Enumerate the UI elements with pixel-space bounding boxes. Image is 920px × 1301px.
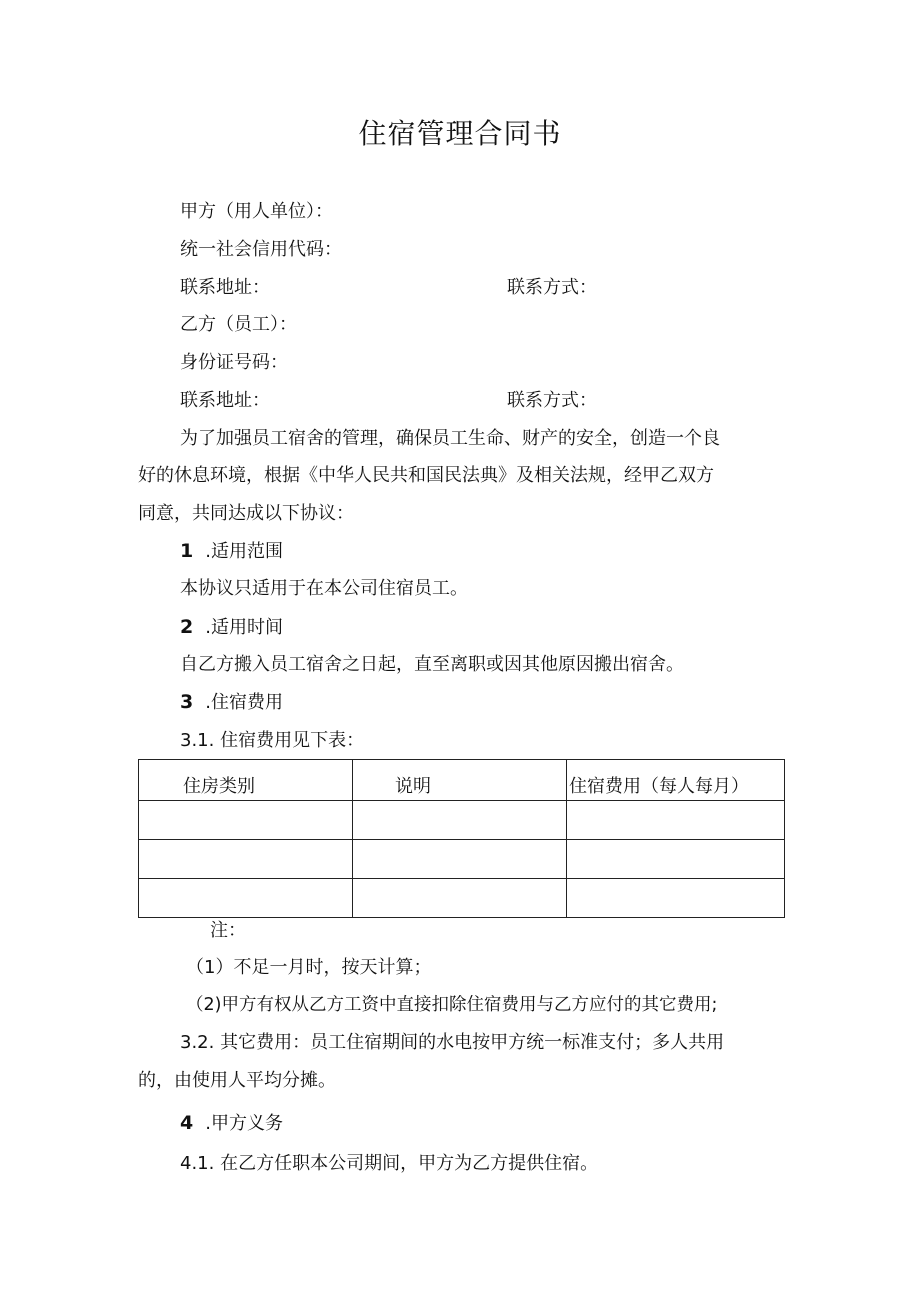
clause-3-2-line: 3.2. 其它费用：员工住宿期间的水电按甲方统一标准支付；多人共用 [180, 1032, 725, 1053]
table-row [139, 840, 785, 879]
intro-paragraph-line: 同意，共同达成以下协议： [138, 503, 354, 524]
section-heading-1 [180, 539, 283, 564]
section-number: 2 [180, 616, 194, 638]
table-cell [139, 879, 353, 918]
section-heading-2 [180, 615, 283, 640]
table-header-cell: 住宿费用（每人每月） [567, 760, 785, 801]
party-a-address-label: 联系地址： [180, 277, 270, 298]
table-cell [353, 801, 567, 840]
party-b-name-label: 乙方（员工）： [180, 314, 297, 335]
clause-4-1: 4.1. 在乙方任职本公司期间，甲方为乙方提供住宿。 [180, 1153, 599, 1174]
table-cell [139, 840, 353, 879]
fee-table [138, 759, 785, 918]
section-number: 1 [180, 540, 194, 562]
intro-paragraph-line: 为了加强员工宿舍的管理，确保员工生命、财产的安全，创造一个良 [180, 428, 720, 449]
party-a-credit-code-label: 统一社会信用代码： [180, 239, 342, 260]
intro-paragraph-line: 好的休息环境，根据《中华人民共和国民法典》及相关法规，经甲乙双方 [138, 465, 714, 486]
table-cell [567, 801, 785, 840]
section-heading-3 [180, 690, 283, 715]
table-cell [353, 879, 567, 918]
party-b-contact-label: 联系方式： [507, 390, 597, 411]
section-heading-4 [180, 1111, 283, 1136]
note-item-2: （2)甲方有权从乙方工资中直接扣除住宿费用与乙方应付的其它费用; [186, 995, 718, 1015]
section-title: .住宿费用 [205, 692, 283, 713]
table-header-cell: 说明 [353, 760, 567, 801]
table-header-cell: 住房类别 [139, 760, 353, 801]
table-cell [353, 840, 567, 879]
clause-3-1: 3.1. 住宿费用见下表： [180, 730, 365, 751]
section-1-body: 本协议只适用于在本公司住宿员工。 [180, 578, 468, 599]
section-number: 3 [180, 691, 194, 713]
table-cell [567, 879, 785, 918]
document-title: 住宿管理合同书 [358, 117, 562, 150]
section-2-body: 自乙方搬入员工宿舍之日起，直至离职或因其他原因搬出宿舍。 [180, 654, 684, 675]
party-a-contact-label: 联系方式： [507, 277, 597, 298]
section-title: .适用范围 [205, 541, 283, 562]
note-label: 注： [210, 920, 246, 941]
section-title: .适用时间 [205, 617, 283, 638]
table-cell [139, 801, 353, 840]
table-row [139, 879, 785, 918]
section-number: 4 [180, 1112, 194, 1134]
party-a-name-label: 甲方（用人单位）： [180, 201, 333, 222]
party-b-address-label: 联系地址： [180, 390, 270, 411]
table-header-row [139, 760, 785, 801]
table-row [139, 801, 785, 840]
party-b-id-label: 身份证号码： [180, 352, 288, 373]
note-item-1: （1）不足一月时，按天计算； [186, 957, 432, 978]
section-title: .甲方义务 [205, 1113, 283, 1134]
clause-3-2-line: 的，由使用人平均分摊。 [138, 1070, 336, 1091]
table-cell [567, 840, 785, 879]
